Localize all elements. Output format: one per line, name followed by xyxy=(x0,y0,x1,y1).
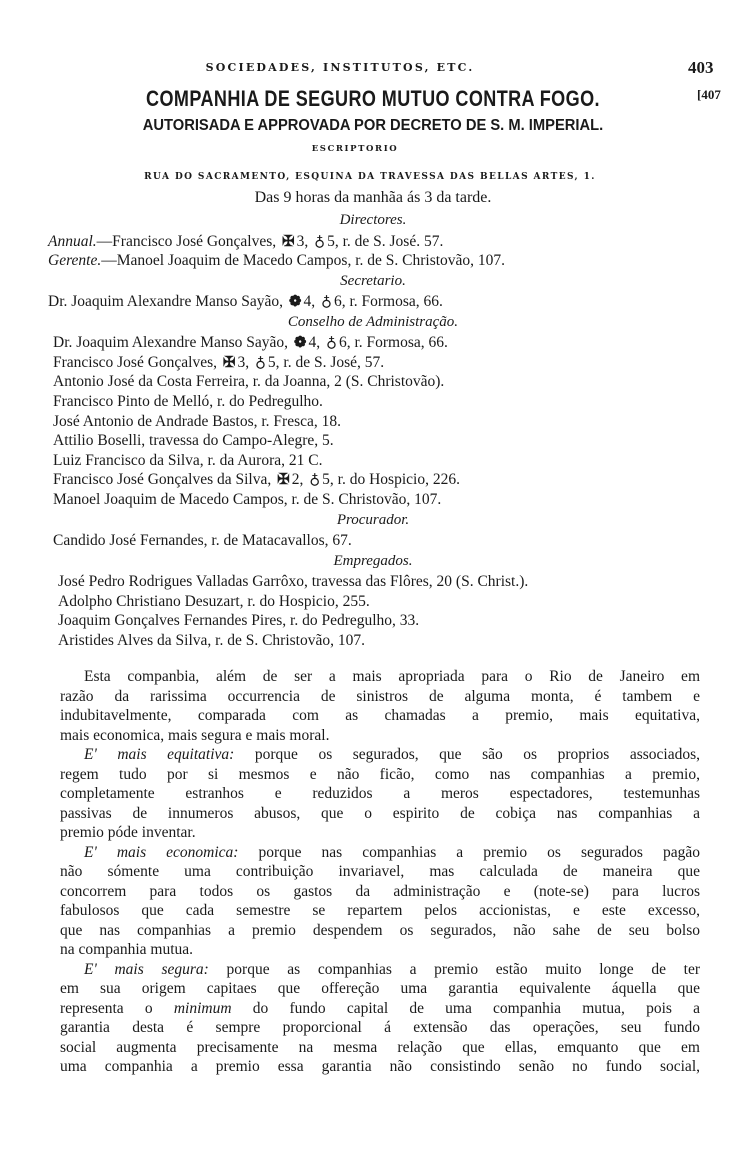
office-label: ESCRIPTORIO xyxy=(311,144,399,154)
text-line xyxy=(60,706,700,726)
text-run: razão da rarissima occurrencia de sinistros de alguma monta, é tambem e xyxy=(60,687,700,705)
text-run: Manoel Joaquim de Macedo Campos, r. de S. Christovão, 107. xyxy=(53,491,442,509)
text-run: Dr. Joaquim Alexandre Manso Sayão, xyxy=(48,293,287,311)
cross-order-icon: ✠ xyxy=(282,233,295,250)
text-run: Francisco José Gonçalves da Silva, xyxy=(53,471,276,489)
text-line xyxy=(60,979,700,999)
text-run: representa o xyxy=(60,999,174,1017)
list-item xyxy=(0,251,746,271)
text-line xyxy=(60,765,700,785)
paragraph xyxy=(60,745,700,843)
text-line xyxy=(60,823,700,843)
reference-number: [407 xyxy=(697,87,721,102)
text-run: 4, xyxy=(308,334,324,352)
text-run: regem tudo por si mesmos e não ficão, como nas companhias a premio, xyxy=(60,765,700,783)
text-line xyxy=(60,940,700,960)
paragraph xyxy=(60,843,700,960)
text-line xyxy=(60,960,700,980)
text-run: uma companhia a premio essa garantia não consistindo senão no fundo social, xyxy=(60,1058,700,1075)
text-line xyxy=(60,745,700,765)
text-run: em sua origem capitaes que offereção uma garantia equivalente áquella que xyxy=(60,980,700,997)
section-heading: Conselho de Administração. xyxy=(287,313,459,330)
paragraph xyxy=(60,960,700,1077)
text-run: 5, r. de S. José. 57. xyxy=(327,232,444,250)
list-item xyxy=(0,292,746,312)
list-item xyxy=(0,451,746,471)
list-item xyxy=(0,490,746,510)
medal-order-icon: ♁ xyxy=(321,294,332,311)
text-run: 6, r. Formosa, 66. xyxy=(333,293,443,311)
list-item xyxy=(0,431,746,451)
section xyxy=(0,312,746,510)
medal-order-icon: ♁ xyxy=(309,472,321,489)
text-run: Attilio Boselli, travessa do Campo-Alegre, 5. xyxy=(53,432,334,450)
section xyxy=(0,510,746,551)
text-run: Adolpho Christiano Desuzart, r. do Hospicio, 255. xyxy=(58,592,370,610)
text-run: —Manoel Joaquim de Macedo Campos, r. de S. Christovão, 107. xyxy=(101,252,506,270)
list-item xyxy=(0,232,746,252)
section-heading: Procurador. xyxy=(336,511,410,528)
section-heading: Secretario. xyxy=(340,272,406,289)
body-text xyxy=(60,667,700,1077)
text-run: Francisco José Gonçalves, xyxy=(53,353,221,371)
office-hours: Das 9 horas da manhãa ás 3 da tarde. xyxy=(254,189,492,206)
text-line xyxy=(60,882,700,902)
text-run: José Pedro Rodrigues Valladas Garrôxo, travessa das Flôres, 20 (S. Christ.). xyxy=(58,573,529,591)
text-run: —Francisco José Gonçalves, xyxy=(96,232,281,250)
personnel-lists xyxy=(0,210,746,651)
text-line xyxy=(60,1018,700,1038)
subtitle: AUTORISADA E APPROVADA POR DECRETO DE S. M. IMPERIAL. xyxy=(142,117,604,134)
text-run: na companhia mutua. xyxy=(60,941,193,958)
text-run: 6, r. Formosa, 66. xyxy=(338,334,448,352)
text-run: premio póde inventar. xyxy=(60,824,196,841)
list-item xyxy=(0,333,746,353)
text-run: Aristides Alves da Silva, r. de S. Christovão, 107. xyxy=(58,632,365,649)
text-run: porque nas companhias a premio os segurados pagão xyxy=(238,843,700,861)
text-run: José Antonio de Andrade Bastos, r. Fresca, 18. xyxy=(53,412,342,430)
list-item xyxy=(0,531,746,551)
text-run: 5, r. de S. José, 57. xyxy=(267,353,385,371)
medal-order-icon: ♁ xyxy=(314,233,326,250)
text-run: mais economica, mais segura e mais moral. xyxy=(60,726,330,744)
list-item xyxy=(0,392,746,412)
page-title: COMPANHIA DE SEGURO MUTUO CONTRA FOGO. xyxy=(146,86,600,111)
page-number: 403 xyxy=(688,58,714,77)
text-line xyxy=(60,1038,700,1058)
role-label: Annual. xyxy=(48,232,97,250)
text-run: Antonio José da Costa Ferreira, r. da Joanna, 2 (S. Christovão). xyxy=(53,373,445,391)
text-run: porque as companhias a premio estão muito longe de ter xyxy=(208,960,701,978)
text-line xyxy=(60,804,700,824)
text-run: 5, r. do Hospicio, 226. xyxy=(322,471,460,489)
list-item xyxy=(0,572,746,592)
text-run: indubitavelmente, comparada com as chamadas a premio, mais equitativa, xyxy=(60,707,700,724)
list-item xyxy=(0,611,746,631)
text-line xyxy=(60,999,700,1019)
text-run: Joaquim Gonçalves Fernandes Pires, r. do Pedregulho, 33. xyxy=(58,612,420,630)
text-run: Esta companbia, além de ser a mais apropriada para o Rio de Janeiro em xyxy=(84,668,700,685)
emphasis: E' mais segura: xyxy=(84,960,209,978)
emphasis: minimum xyxy=(173,999,232,1017)
running-header: SOCIEDADES, INSTITUTOS, ETC. xyxy=(205,61,475,74)
text-run: concorrem para todos os gastos da administração e (note-se) para lucros xyxy=(60,882,700,900)
text-run: Dr. Joaquim Alexandre Manso Sayão, xyxy=(53,334,292,352)
text-run: 3, xyxy=(296,232,313,250)
rose-order-icon: ❁ xyxy=(288,294,302,311)
list-item xyxy=(0,353,746,373)
text-line xyxy=(60,901,700,921)
text-run: 2, xyxy=(291,471,308,489)
text-run: que nas companhias a premio despendem os segurados, não sahe de seu bolso xyxy=(60,921,700,939)
emphasis: E' mais economica: xyxy=(84,843,239,861)
list-item xyxy=(0,470,746,490)
text-run: não sómente uma contribuição invariavel, mas calculada de maneira que xyxy=(60,863,700,880)
list-item xyxy=(0,631,746,651)
text-line xyxy=(60,667,700,687)
section xyxy=(0,551,746,651)
text-run: do fundo capital de uma companhia mutua, pois a xyxy=(231,999,700,1017)
text-run: garantia desta é sempre proporcional á extensão das operações, seu fundo xyxy=(60,1019,700,1036)
emphasis: E' mais equitativa: xyxy=(84,746,235,763)
text-line xyxy=(60,687,700,707)
text-run: completamente estranhos e reduzidos a meros espectadores, testemunhas xyxy=(60,785,700,802)
text-run: porque os segurados, que são os proprios associados, xyxy=(234,746,700,763)
text-line xyxy=(60,843,700,863)
cross-order-icon: ✠ xyxy=(277,472,290,489)
list-item xyxy=(0,372,746,392)
paragraph xyxy=(60,667,700,745)
section xyxy=(0,271,746,312)
section-heading: Empregados. xyxy=(333,552,413,569)
text-run: fabulosos que cada semestre se repartem pelos accionistas, e este excesso, xyxy=(60,902,700,919)
text-run: Francisco Pinto de Melló, r. do Pedregulho. xyxy=(53,393,323,411)
text-line xyxy=(60,862,700,882)
text-run: social augmenta precisamente na mesma relação que ellas, emquanto que em xyxy=(60,1038,700,1056)
list-item xyxy=(0,592,746,612)
text-run: 4, xyxy=(303,293,319,311)
medal-order-icon: ♁ xyxy=(254,354,266,371)
section-heading: Directores. xyxy=(339,212,407,228)
list-item xyxy=(0,412,746,432)
text-line xyxy=(60,921,700,941)
section xyxy=(0,210,746,271)
text-line xyxy=(60,1057,700,1077)
text-run: Luiz Francisco da Silva, r. da Aurora, 21 C. xyxy=(53,451,323,469)
cross-order-icon: ✠ xyxy=(222,354,236,371)
rose-order-icon: ❁ xyxy=(293,335,307,352)
text-run: Candido José Fernandes, r. de Matacavallos, 67. xyxy=(53,532,352,550)
text-run: passivas de innumeros abusos, que o espirito de cobiça nas companhias a xyxy=(60,804,700,822)
text-run: 3, xyxy=(237,353,253,371)
office-address: RUA DO SACRAMENTO, ESQUINA DA TRAVESSA DAS BELLAS ARTES, 1. xyxy=(144,172,596,182)
text-line xyxy=(60,726,700,746)
medal-order-icon: ♁ xyxy=(326,335,337,352)
role-label: Gerente. xyxy=(48,252,102,270)
text-line xyxy=(60,784,700,804)
